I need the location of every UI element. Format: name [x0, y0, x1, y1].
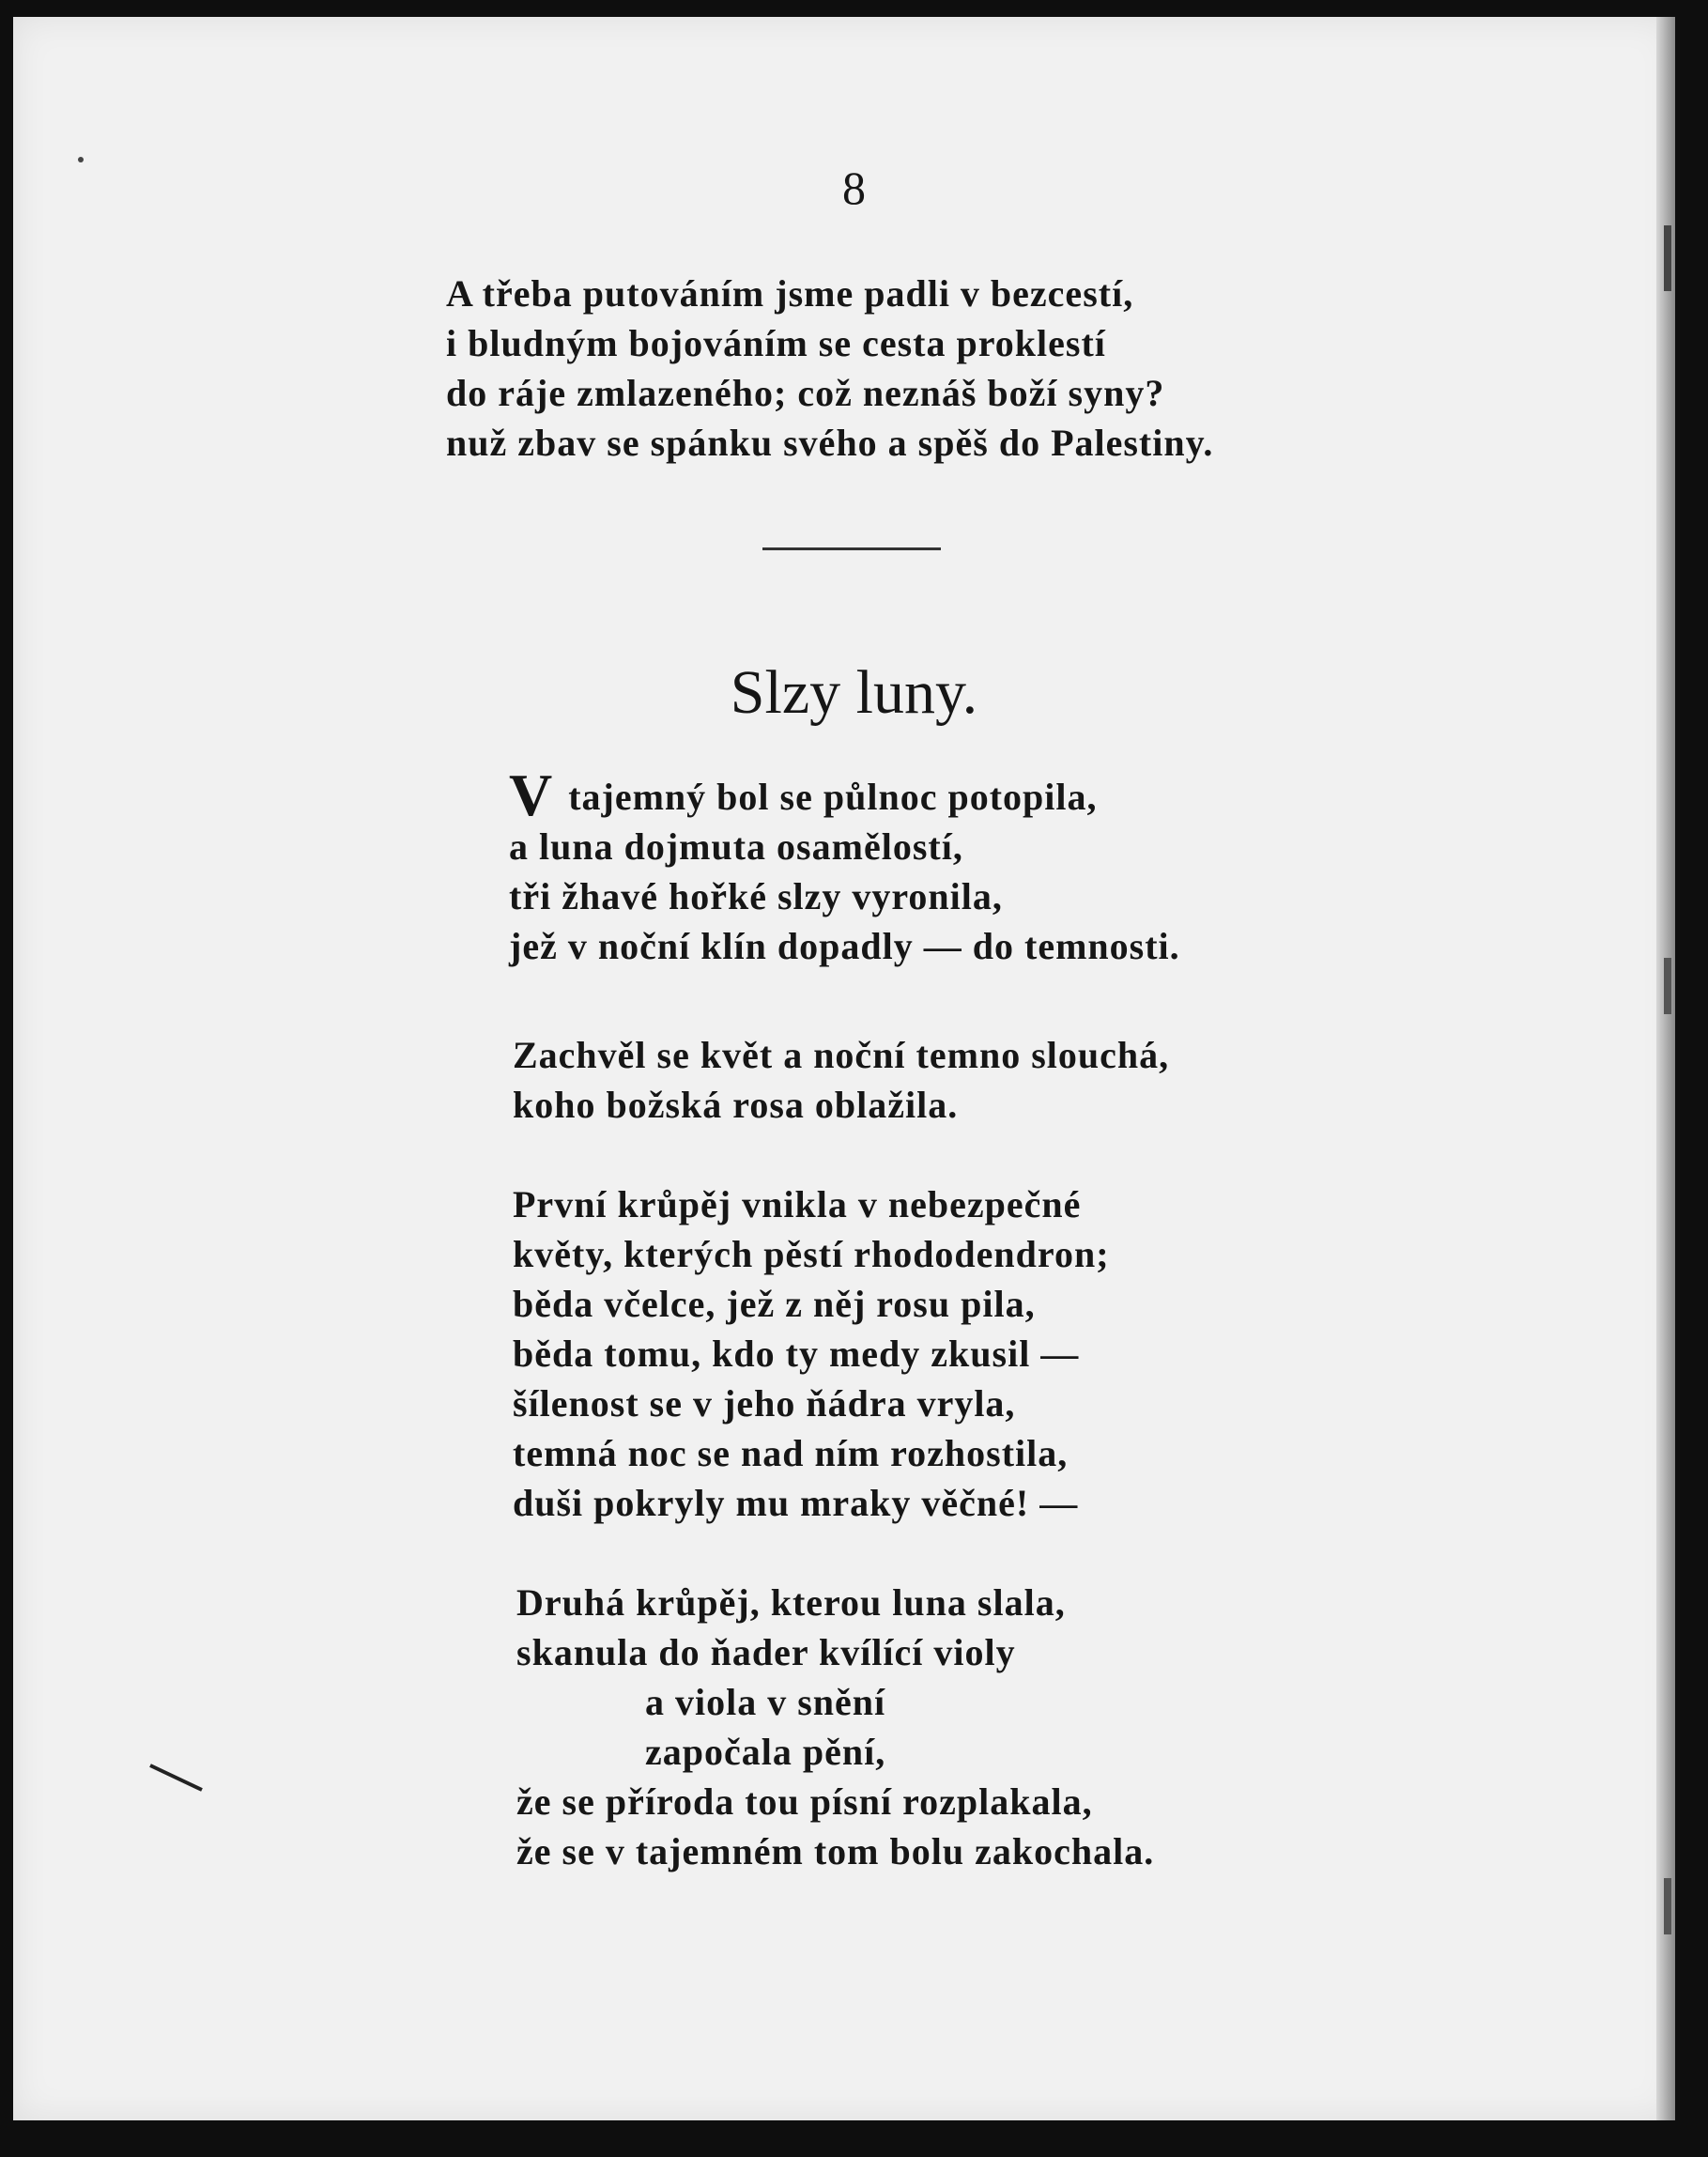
verse-line: První krůpěj vnikla v nebezpečné [513, 1183, 1082, 1225]
verse-line: Zachvěl se květ a noční temno slouchá, [513, 1034, 1170, 1076]
section-divider [762, 547, 941, 550]
verse-line: že se v tajemném tom bolu zakochala. [516, 1830, 1155, 1872]
verse-line: nuž zbav se spánku svého a spěš do Palestiny. [446, 422, 1214, 464]
verse-line-first [509, 762, 1180, 828]
verse-line: Druhá krůpěj, kterou luna slala, [516, 1581, 1066, 1624]
verse-line: temná noc se nad ním rozhostila, [513, 1432, 1069, 1474]
drop-cap: V [509, 762, 554, 828]
verse-line: do ráje zmlazeného; což neznáš boží syny? [446, 372, 1165, 414]
verse-line: skanula do ňader kvílící violy [516, 1631, 1016, 1673]
verse-line: běda tomu, kdo ty medy zkusil — [513, 1333, 1080, 1375]
verse-line: že se příroda tou písní rozplakala, [516, 1780, 1093, 1823]
verse-line-indented: započala pění, [645, 1731, 886, 1773]
poem-title: Slzy luny. [730, 658, 978, 727]
verse-line: i bludným bojováním se cesta proklestí [446, 322, 1106, 364]
verse-line: koho božská rosa oblažila. [513, 1084, 959, 1126]
verse-line: květy, kterých pěstí rhododendron; [513, 1233, 1110, 1275]
verse-line: šílenost se v jeho ňádra vryla, [513, 1382, 1016, 1425]
poem-stanza-4 [516, 1578, 1154, 1876]
verse-line-indented: a viola v snění [645, 1681, 886, 1723]
verse-line: běda včelce, jež z něj rosu pila, [513, 1283, 1036, 1325]
verse-line-text: tajemný bol se půlnoc potopila, [568, 776, 1098, 818]
poem-stanza-3 [513, 1179, 1110, 1528]
verse-line: A třeba putováním jsme padli v bezcestí, [446, 272, 1134, 315]
poem-stanza-1 [509, 762, 1180, 971]
page-number: 8 [842, 162, 866, 214]
poem-stanza-2 [513, 1030, 1169, 1130]
verse-line: tři žhavé hořké slzy vyronila, [509, 875, 1003, 917]
verse-line: a luna dojmuta osamělostí, [509, 825, 963, 868]
intro-stanza [446, 269, 1213, 468]
page-edge-shadow [1656, 17, 1675, 2120]
verse-line: jež v noční klín dopadly — do temnosti. [509, 925, 1180, 967]
verse-line: duši pokryly mu mraky věčné! — [513, 1482, 1079, 1524]
